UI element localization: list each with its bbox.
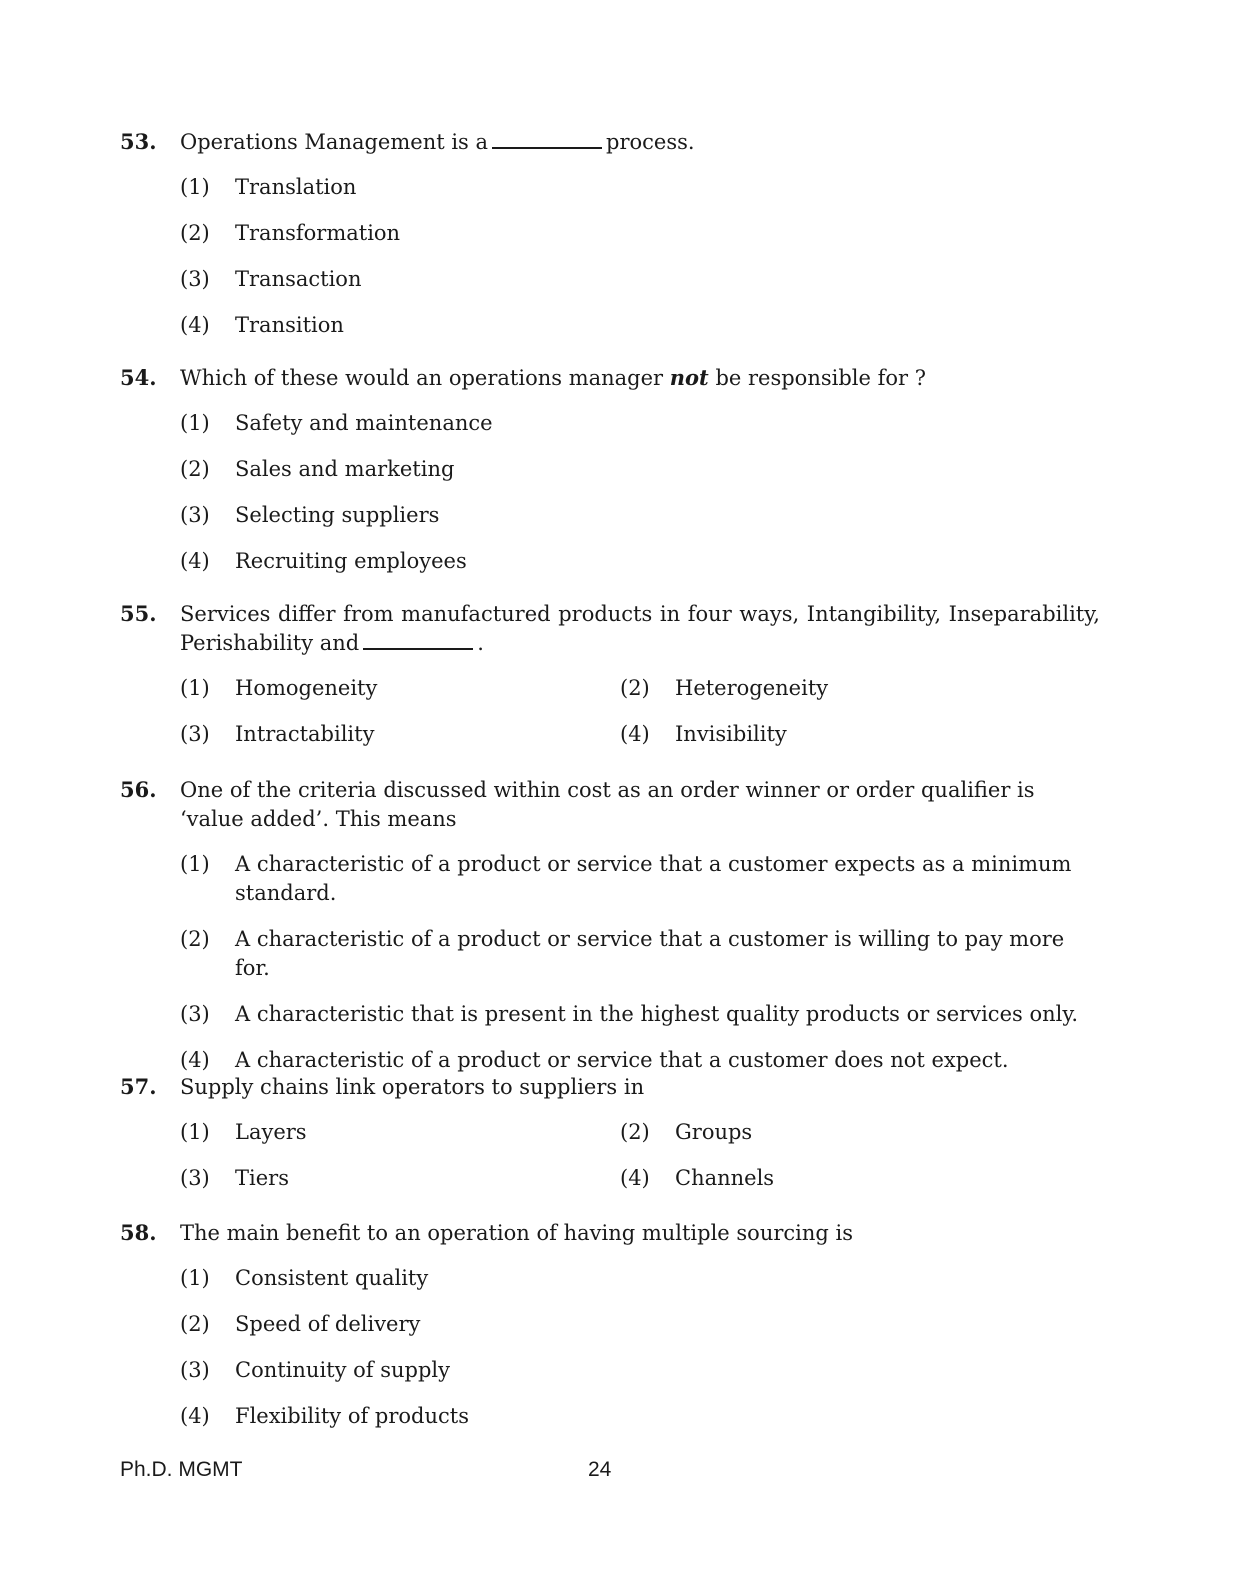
question-text-part: Services differ from manufactured products in four ways, Intangibility, Inseparability, Perishability and xyxy=(180,602,1100,655)
option-text: Transformation xyxy=(235,220,401,245)
option-1 xyxy=(180,674,620,703)
option-2 xyxy=(180,455,1100,484)
option-text: Invisibility xyxy=(675,721,787,746)
option-text: Sales and marketing xyxy=(235,456,455,481)
question-text-part: process. xyxy=(606,130,695,154)
option-text: Translation xyxy=(235,174,357,199)
option-2 xyxy=(180,219,1100,248)
option-number: (3) xyxy=(180,502,210,527)
option-number: (4) xyxy=(180,312,210,337)
option-number: (1) xyxy=(180,410,210,435)
option-number: (4) xyxy=(620,721,650,746)
question-text-part: . xyxy=(477,630,484,655)
option-4 xyxy=(620,720,1060,749)
option-number: (1) xyxy=(180,851,210,876)
option-1 xyxy=(180,173,1100,202)
option-4 xyxy=(180,1402,1100,1431)
option-3 xyxy=(180,1356,1100,1385)
option-1 xyxy=(180,1264,1100,1293)
question-text xyxy=(180,600,1100,658)
question-57 xyxy=(120,1073,1100,1193)
question-stem-row xyxy=(120,364,1100,393)
option-number: (2) xyxy=(620,1119,650,1144)
option-text: A characteristic of a product or service that a customer expects as a minimum standard. xyxy=(235,851,1072,905)
question-stem-row xyxy=(120,1073,1100,1102)
option-text: Heterogeneity xyxy=(675,675,829,700)
option-number: (3) xyxy=(180,721,210,746)
options-list xyxy=(120,850,1100,1075)
option-text: Transition xyxy=(235,312,344,337)
option-4 xyxy=(620,1164,1060,1193)
option-text: Groups xyxy=(675,1119,753,1144)
question-56 xyxy=(120,776,1100,1092)
option-2 xyxy=(180,1310,1100,1339)
option-number: (1) xyxy=(180,1265,210,1290)
option-number: (4) xyxy=(180,1403,210,1428)
option-number: (2) xyxy=(620,675,650,700)
option-number: (2) xyxy=(180,220,210,245)
question-number: 57. xyxy=(120,1074,157,1099)
option-4 xyxy=(180,547,1100,576)
option-3 xyxy=(180,265,1100,294)
question-55 xyxy=(120,600,1100,749)
question-text: Supply chains link operators to suppliers in xyxy=(180,1075,645,1099)
question-text: The main benefit to an operation of having multiple sourcing is xyxy=(180,1221,854,1245)
option-3 xyxy=(180,1164,620,1193)
option-text: Intractability xyxy=(235,721,375,746)
question-number: 55. xyxy=(120,601,157,626)
option-number: (2) xyxy=(180,926,210,951)
option-text: Safety and maintenance xyxy=(235,410,493,435)
option-2 xyxy=(620,674,1060,703)
option-text: Continuity of supply xyxy=(235,1357,450,1382)
question-text: One of the criteria discussed within cost as an order winner or order qualifier is ‘value added’. This means xyxy=(180,778,1035,831)
question-53 xyxy=(120,128,1100,357)
option-3 xyxy=(180,1000,1100,1029)
option-text: Layers xyxy=(235,1119,307,1144)
option-number: (4) xyxy=(620,1165,650,1190)
option-number: (2) xyxy=(180,456,210,481)
option-text: Consistent quality xyxy=(235,1265,429,1290)
option-text: Recruiting employees xyxy=(235,548,467,573)
option-text: Flexibility of products xyxy=(235,1403,470,1428)
question-stem-row xyxy=(120,1219,1100,1248)
option-4 xyxy=(180,311,1100,340)
option-2 xyxy=(180,925,1100,983)
option-text: A characteristic of a product or service that a customer is willing to pay more for. xyxy=(235,926,1065,980)
question-number: 53. xyxy=(120,129,157,154)
option-text: Homogeneity xyxy=(235,675,378,700)
fill-in-blank xyxy=(363,630,473,650)
option-3 xyxy=(180,501,1100,530)
question-number: 56. xyxy=(120,777,157,802)
question-text xyxy=(180,128,1100,157)
option-number: (3) xyxy=(180,1001,210,1026)
option-number: (1) xyxy=(180,174,210,199)
option-4 xyxy=(180,1046,1100,1075)
question-number: 54. xyxy=(120,365,157,390)
option-1 xyxy=(180,850,1100,908)
page-number: 24 xyxy=(588,1458,612,1481)
option-text: A characteristic that is present in the highest quality products or services only. xyxy=(235,1001,1079,1026)
option-1 xyxy=(180,409,1100,438)
option-1 xyxy=(180,1118,620,1147)
option-text: Channels xyxy=(675,1165,775,1190)
option-text: Transaction xyxy=(235,266,362,291)
option-2 xyxy=(620,1118,1060,1147)
option-text: Tiers xyxy=(235,1165,289,1190)
option-3 xyxy=(180,720,620,749)
question-stem-row xyxy=(120,600,1100,658)
option-number: (4) xyxy=(180,1047,210,1072)
emphasis-text: not xyxy=(669,365,709,390)
options-list xyxy=(120,173,1100,340)
question-54 xyxy=(120,364,1100,593)
options-list xyxy=(120,1264,1100,1431)
option-number: (3) xyxy=(180,1357,210,1382)
question-text xyxy=(180,364,1100,393)
option-number: (1) xyxy=(180,1119,210,1144)
question-stem-row xyxy=(120,128,1100,157)
option-number: (3) xyxy=(180,266,210,291)
question-stem-row xyxy=(120,776,1100,834)
option-text: A characteristic of a product or service that a customer does not expect. xyxy=(235,1047,1009,1072)
option-text: Speed of delivery xyxy=(235,1311,421,1336)
option-number: (2) xyxy=(180,1311,210,1336)
question-number: 58. xyxy=(120,1220,157,1245)
option-text: Selecting suppliers xyxy=(235,502,440,527)
options-list xyxy=(120,409,1100,576)
paper-code: Ph.D. MGMT xyxy=(120,1458,243,1481)
option-number: (4) xyxy=(180,548,210,573)
question-58 xyxy=(120,1219,1100,1448)
question-text-part: Which of these would an operations manager xyxy=(180,366,664,390)
question-text-part: be responsible for ? xyxy=(715,366,926,390)
options-grid xyxy=(120,1118,1100,1193)
fill-in-blank xyxy=(492,129,602,149)
option-number: (3) xyxy=(180,1165,210,1190)
option-number: (1) xyxy=(180,675,210,700)
options-grid xyxy=(120,674,1100,749)
question-text-part: Operations Management is a xyxy=(180,130,489,154)
